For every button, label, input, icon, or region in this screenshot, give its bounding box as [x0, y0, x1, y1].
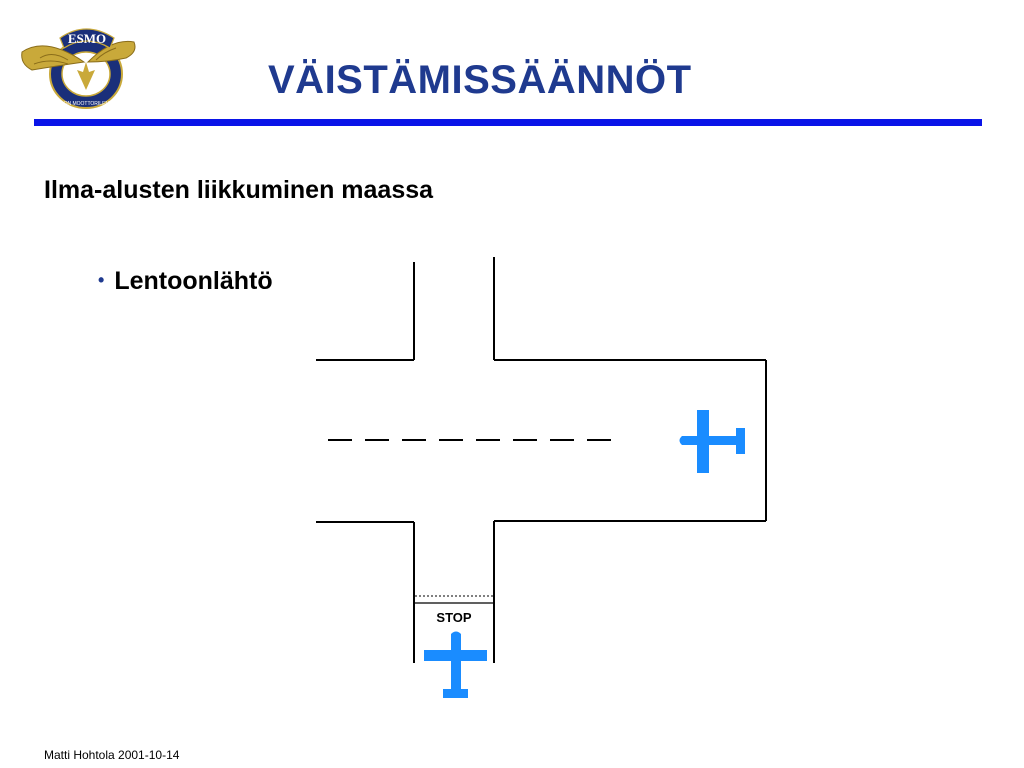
slide-subtitle: Ilma-alusten liikkuminen maassa — [44, 176, 434, 204]
airplane-icon — [424, 632, 487, 699]
svg-text:ESPOON MOOTTORILENTÄJÄT: ESPOON MOOTTORILENTÄJÄT — [49, 101, 125, 107]
bullet-dot-icon: • — [98, 270, 105, 290]
airplane-icon — [680, 410, 746, 473]
stop-label: STOP — [436, 610, 472, 625]
svg-text:ESMO: ESMO — [67, 31, 107, 46]
bullet-text: Lentoonlähtö — [114, 267, 273, 295]
footer-author-date: Matti Hohtola 2001-10-14 — [44, 748, 180, 762]
slide-title: VÄISTÄMISSÄÄNNÖT — [268, 58, 692, 102]
